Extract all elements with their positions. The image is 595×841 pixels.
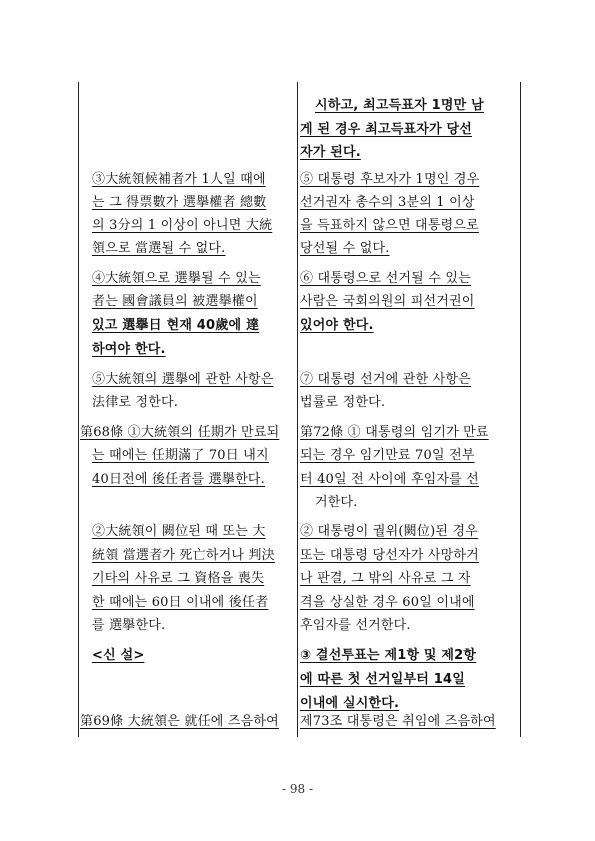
right-text-line: ③ 결선투표는 제1항 및 제2항: [300, 648, 477, 663]
column-divider-left: [78, 82, 79, 737]
left-text-line: 統領 當選者가 死亡하거나 判決: [92, 548, 275, 563]
right-text-line: 나 판결, 그 밖의 사유로 그 자: [300, 571, 471, 586]
left-text-line: 한 때에는 60日 이내에 後任者: [92, 595, 269, 610]
right-text-line: 시하고, 최고득표자 1명만 남: [315, 98, 484, 113]
right-text-line: 게 된 경우 최고득표자가 당선: [300, 122, 472, 137]
left-text-line: 있고 選擧日 현재 40歲에 達: [92, 318, 260, 333]
left-text-line: 의 3分의 1 이상이 아니면 大統: [92, 218, 273, 233]
right-text-line: 법률로 정한다.: [300, 395, 386, 410]
left-text-line: 者는 國會議員의 被選擧權이: [92, 294, 258, 309]
right-text-line: 거한다.: [315, 495, 358, 510]
right-text-line: 第72條 ① 대통령의 임기가 만료: [300, 425, 489, 440]
left-text-line: ⑤大統領의 選擧에 관한 사항은: [92, 372, 274, 387]
right-text-line: 있어야 한다.: [300, 318, 374, 333]
left-text-line: 기타의 사유로 그 資格을 喪失: [92, 571, 265, 586]
right-text-line: 에 따른 첫 선거일부터 14일: [300, 672, 465, 687]
right-text-line: 후임자를 선거한다.: [300, 618, 411, 633]
page-number: - 98 -: [281, 782, 313, 796]
right-text-line: 이내에 실시한다.: [300, 696, 400, 711]
right-text-line: 격을 상실한 경우 60일 이내에: [300, 595, 475, 610]
right-text-line: 을 득표하지 않으면 대통령으로: [300, 218, 479, 233]
left-text-line: ④大統領으로 選擧될 수 있는: [92, 271, 261, 286]
right-text-line: 제73조 대통령은 취임에 즈음하여: [300, 714, 496, 729]
left-text-line: <신 설>: [92, 648, 145, 663]
column-divider-center: [297, 82, 298, 737]
right-text-line: 또는 대통령 당선자가 사망하거: [300, 548, 479, 563]
column-divider-right: [520, 82, 521, 737]
left-text-line: ②大統領이 闕位된 때 또는 大: [92, 524, 266, 539]
left-text-line: 法律로 정한다.: [92, 395, 179, 410]
left-text-line: 第69條 大統領은 就任에 즈음하여: [80, 714, 279, 729]
right-text-line: 자가 된다.: [300, 145, 361, 160]
left-text-line: 는 그 得票數가 選擧權者 總數: [92, 195, 267, 210]
left-text-line: 第68條 ①大統領의 任期가 만료되: [80, 425, 280, 440]
right-text-line: ⑥ 대통령으로 선거될 수 있는: [300, 271, 471, 286]
left-text-line: 를 選擧한다.: [92, 618, 166, 633]
right-text-line: ⑦ 대통령 선거에 관한 사항은: [300, 372, 471, 387]
right-text-line: 사람은 국회의원의 피선거권이: [300, 294, 475, 309]
right-text-line: 되는 경우 임기만료 70일 전부: [300, 448, 475, 463]
left-text-line: 는 때에는 任期滿了 70日 내지: [92, 448, 269, 463]
left-text-line: 40日전에 後任者를 選擧한다.: [92, 472, 265, 487]
right-text-line: 터 40일 전 사이에 후임자를 선: [300, 472, 479, 487]
left-text-line: 領으로 當選될 수 없다.: [92, 241, 226, 256]
left-text-line: ③大統領候補者가 1人일 때에: [92, 172, 266, 187]
left-text-line: 하여야 한다.: [92, 342, 166, 357]
right-text-line: 당선될 수 없다.: [300, 241, 390, 256]
right-text-line: ② 대통령이 궐위(闕位)된 경우: [300, 524, 478, 539]
right-text-line: 선거권자 총수의 3분의 1 이상: [300, 195, 475, 210]
right-text-line: ⑤ 대통령 후보자가 1명인 경우: [300, 172, 480, 187]
